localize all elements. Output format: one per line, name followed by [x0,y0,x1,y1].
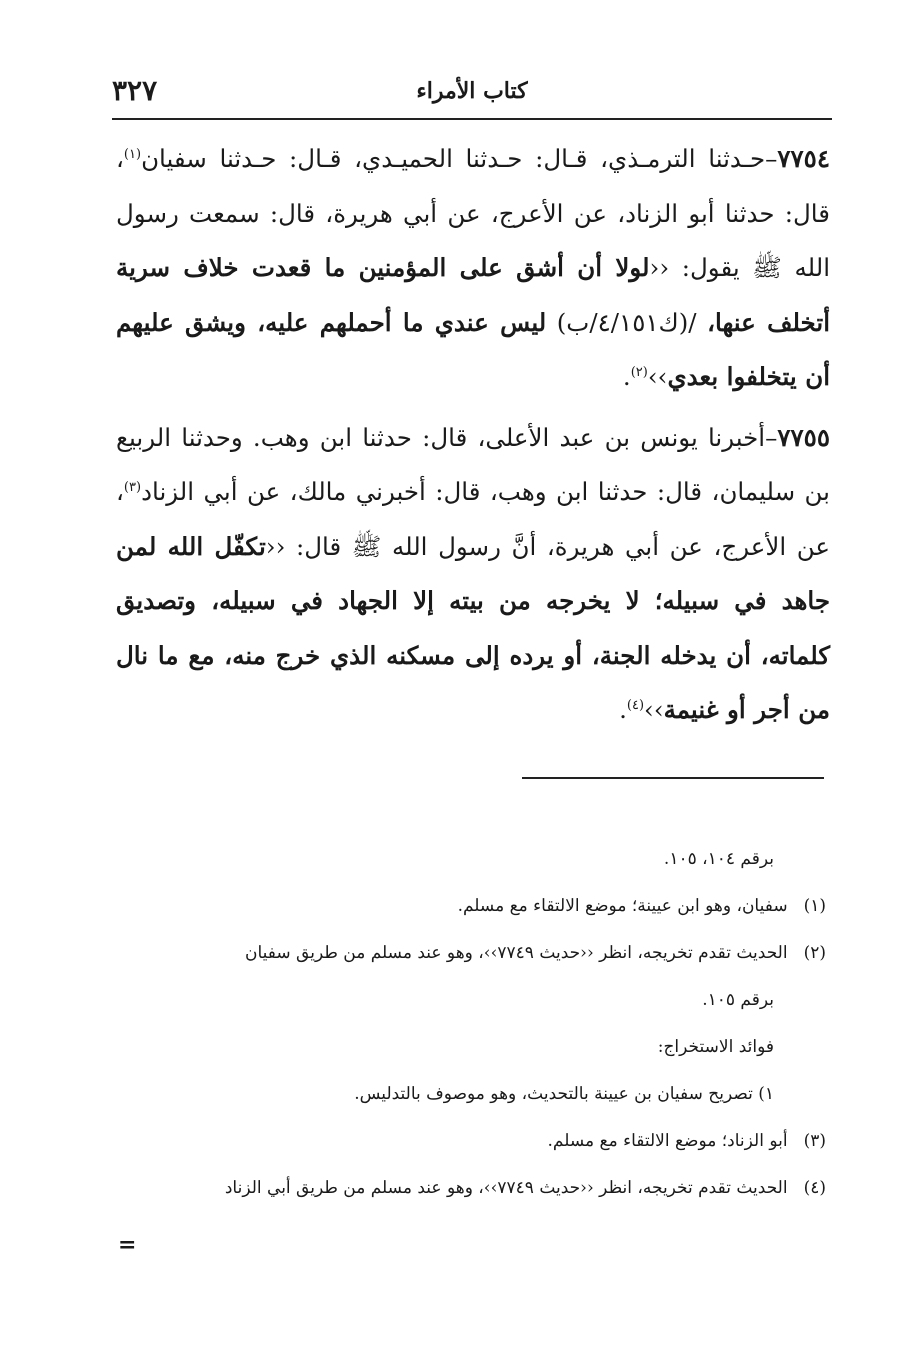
footnote-ref: (٤) [626,697,645,713]
hadith-chain: ، قال: حدثنا أبو الزناد، عن الأعرج، عن أبي هريرة، قال: سمعت رسول الله ﷺ يقول: ‹‹ [116,144,831,282]
footnote-text: الحديث تقدم تخريجه، انظر ‹‹حديث ٧٧٤٩››، وهو عند مسلم من طريق سفيان [245,943,788,963]
benefits-title: فوائد الاستخراج: [657,1037,774,1057]
footnote-mark: (١) [803,896,826,916]
hadith-matn: لولا أن أشق على المؤمنين ما قعدت خلاف سرية أتخلف عنها، [116,253,830,337]
hadith-7755 [116,411,830,738]
footnote-mark: (٢) [803,943,826,963]
footnote-ref: (٢) [630,364,648,380]
hadith-isnad: –حـدثنا الترمـذي، قـال: حـدثنا الحميـدي، قـال: حـدثنا سفيان [141,144,778,173]
hadith-isnad: –أخبرنا يونس بن عبد الأعلى، قال: حدثنا ابن وهب. وحدثنا الربيع بن سليمان، قال: حدثنا ابن وهب، قال: أخبرني مالك، عن أبي الزناد [116,422,830,506]
footnotes [110,836,826,1212]
footnote-carryover: برقم ١٠٤، ١٠٥. [663,849,774,869]
hadith-chain: ، عن الأعرج، عن أبي هريرة، أنَّ رسول الله ﷺ قال: ‹‹ [116,477,830,561]
hadith-number: ٧٧٥٤ [777,144,830,173]
footnote-2-cont: برقم ١٠٥. [702,990,774,1010]
header-rule [112,118,832,120]
footnote-text: سفيان، وهو ابن عيينة؛ موضع الالتقاء مع مسلم. [457,896,788,916]
footnote-mark: (٣) [803,1131,826,1151]
hadith-matn-cont: ليس عندي ما أحملهم عليه، ويشق عليهم أن يتخلفوا بعدي [116,307,830,391]
footnote-2 [110,930,826,977]
footnote-4 [110,1165,826,1212]
footnote-ref: (٣) [123,479,142,495]
footnote-mark: (٤) [803,1178,826,1198]
sentence-end: . [622,362,631,391]
quote-close: ›› [644,695,664,724]
manuscript-ref: /(ك٤/١٥١/ب) [546,307,708,337]
footnote-3 [110,1118,826,1165]
page-header [112,72,832,112]
hadith-number: ٧٧٥٥ [777,422,830,452]
footnote-ref: (١) [123,146,142,162]
sentence-end: . [619,695,627,724]
book-title: كتاب الأمراء [416,78,528,104]
footnote-text: الحديث تقدم تخريجه، انظر ‹‹حديث ٧٧٤٩››، وهو عند مسلم من طريق أبي الزناد [224,1178,788,1198]
footnote-text: أبو الزناد؛ موضع الالتقاء مع مسلم. [547,1131,788,1151]
continuation-mark: = [118,1232,137,1258]
main-text [116,132,830,738]
footnote-1 [110,883,826,930]
quote-close: ›› [647,362,668,391]
benefit-1: ١) تصريح سفيان بن عيينة بالتحديث، وهو موصوف بالتدليس. [354,1084,774,1104]
hadith-matn: تكفّل الله لمن جاهد في سبيله؛ لا يخرجه من بيته إلا الجهاد في سبيله، وتصديق كلماته، أن يدخله الجنة، أو يرده إلى مسكنه الذي خرج منه، مع ما نال من أجر أو غنيمة [116,531,830,724]
footnote-separator [522,777,824,779]
hadith-7754 [116,132,830,405]
page-number: ٣٢٧ [112,74,158,107]
